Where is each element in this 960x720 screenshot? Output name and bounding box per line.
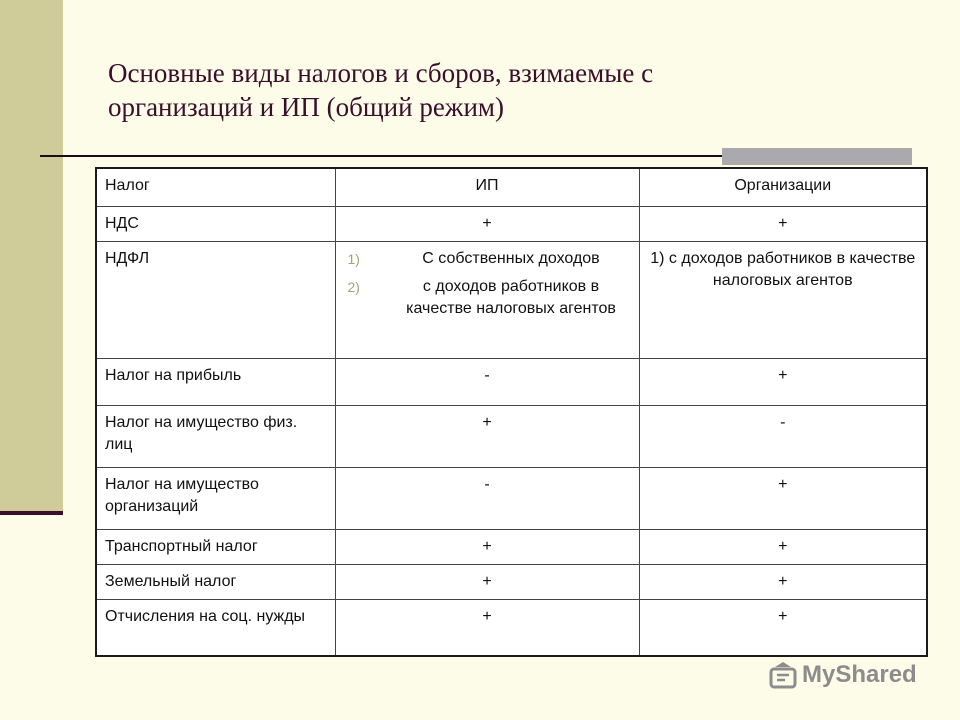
slide-title-line1: Основные виды налогов и сборов, взимаемые с — [108, 58, 654, 88]
list-number: 1) — [347, 250, 360, 267]
list-number: 2) — [347, 278, 360, 295]
cell-tax: Земельный налог — [97, 564, 335, 599]
list-item — [344, 276, 631, 320]
header-tax: Налог — [97, 169, 335, 206]
cell-org: + — [639, 206, 926, 241]
cell-org: + — [639, 467, 926, 529]
cell-tax: НДФЛ — [97, 241, 335, 358]
tax-table — [97, 169, 926, 655]
table-row — [97, 358, 926, 405]
decor-gray-block — [722, 148, 912, 165]
header-org: Организации — [639, 169, 926, 206]
table-row — [97, 599, 926, 655]
cell-tax: Отчисления на соц. нужды — [97, 599, 335, 655]
cell-tax: НДС — [97, 206, 335, 241]
table-row — [97, 405, 926, 467]
left-decor-band — [0, 0, 63, 512]
cell-org: + — [639, 529, 926, 564]
watermark — [768, 658, 928, 692]
cell-ip: + — [335, 599, 639, 655]
table-header-row — [97, 169, 926, 206]
mortarboard-icon — [768, 661, 798, 689]
cell-ip: - — [335, 467, 639, 529]
cell-tax: Налог на прибыль — [97, 358, 335, 405]
cell-org: + — [639, 358, 926, 405]
header-ip: ИП — [335, 169, 639, 206]
slide-title — [108, 56, 868, 124]
cell-ip — [335, 241, 639, 358]
cell-org: 1) с доходов работников в качестве налоговых агентов — [639, 241, 926, 358]
title-underline — [40, 155, 722, 157]
list-item — [344, 248, 631, 270]
cell-tax: Транспортный налог — [97, 529, 335, 564]
cell-ip: - — [335, 358, 639, 405]
table-row — [97, 467, 926, 529]
watermark-text: MyShared — [802, 661, 917, 688]
cell-org: - — [639, 405, 926, 467]
cell-org: + — [639, 564, 926, 599]
table-row — [97, 241, 926, 358]
cell-ip: + — [335, 564, 639, 599]
cell-ip: + — [335, 529, 639, 564]
cell-tax: Налог на имущество организаций — [97, 467, 335, 529]
left-decor-rule — [0, 511, 63, 515]
table-row — [97, 564, 926, 599]
table-row — [97, 529, 926, 564]
table-row — [97, 206, 926, 241]
list-text: С собственных доходов — [422, 249, 600, 267]
cell-tax: Налог на имущество физ. лиц — [97, 405, 335, 467]
cell-ip: + — [335, 206, 639, 241]
cell-org: + — [639, 599, 926, 655]
list-text: с доходов работников в качестве налоговых агентов — [406, 277, 616, 317]
tax-table-container — [95, 167, 928, 657]
ip-ndfl-list — [344, 248, 631, 320]
cell-ip: + — [335, 405, 639, 467]
slide-title-line2: организаций и ИП (общий режим) — [108, 92, 504, 122]
